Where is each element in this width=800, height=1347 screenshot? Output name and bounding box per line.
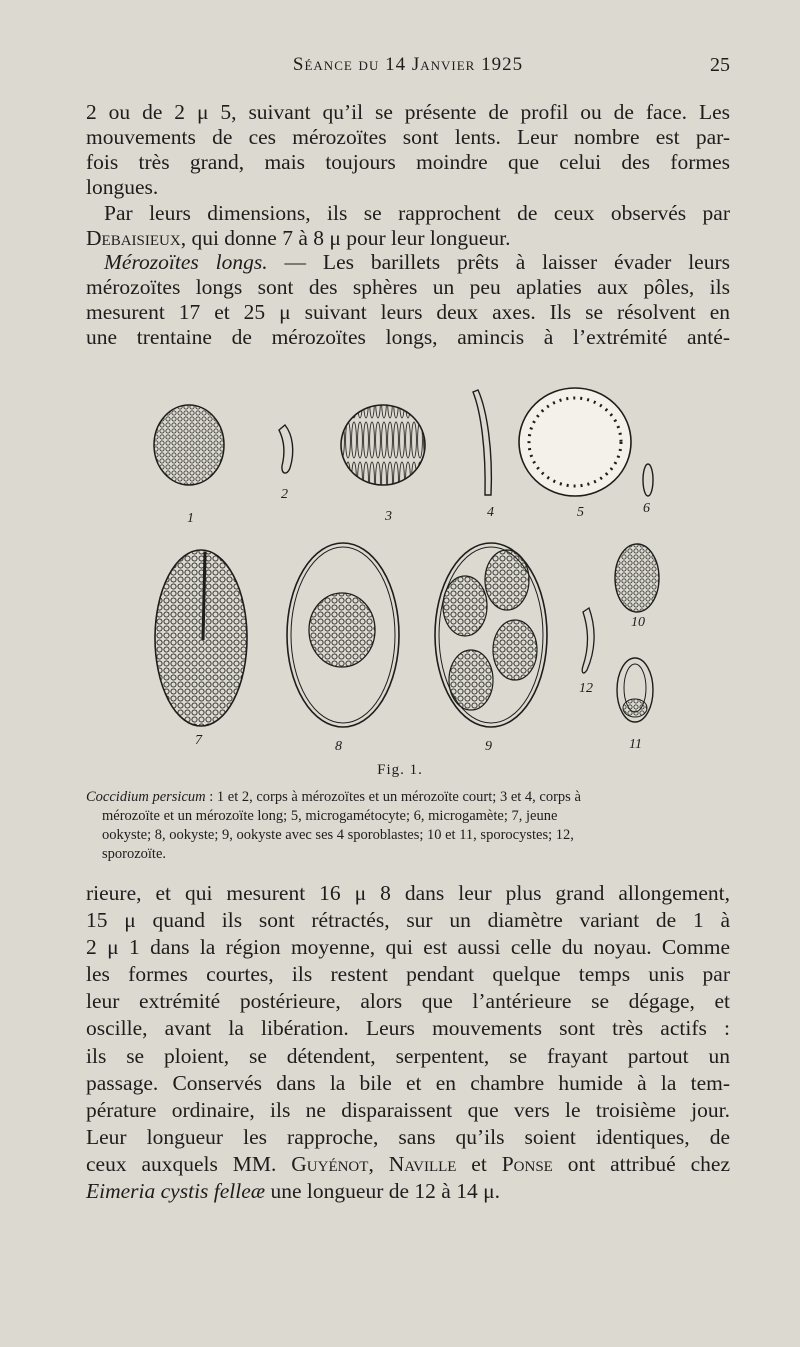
figure-caption: Fig. 1. bbox=[377, 762, 423, 778]
figure-legend bbox=[86, 788, 730, 864]
text-line: pérature ordinaire, ils ne disparaissent que vers le troisième jour. bbox=[86, 1097, 730, 1122]
species-name: Coccidium persicum bbox=[86, 789, 206, 805]
cell-8-oocyst bbox=[287, 543, 399, 727]
text-fragment: ceux auxquels MM. bbox=[86, 1151, 292, 1176]
author-name: Naville bbox=[388, 1151, 457, 1176]
author-name: Ponse bbox=[501, 1151, 553, 1176]
text-fragment: ont attribué chez bbox=[552, 1151, 730, 1176]
figure-label: 11 bbox=[629, 737, 642, 752]
legend-line: mérozoïte et un mérozoïte long; 5, microgamétocyte; 6, microgamète; 7, jeune bbox=[102, 808, 558, 824]
paragraph-long-merozoites bbox=[86, 250, 730, 350]
cell-4-long-merozoite bbox=[473, 390, 491, 495]
legend-line: sporozoïte. bbox=[102, 846, 167, 862]
text-line: 2 ou de 2 μ 5, suivant qu’il se présente de profil ou de face. Les bbox=[86, 100, 730, 124]
text-line: les formes courtes, ils restent pendant quelque temps unis par bbox=[86, 962, 730, 987]
running-header bbox=[86, 54, 730, 84]
text-line: Par leurs dimensions, ils se rapprochent de ceux observés par bbox=[104, 201, 730, 225]
figure-drawing bbox=[135, 380, 695, 765]
text-line bbox=[86, 250, 730, 275]
text-fragment: , bbox=[368, 1151, 389, 1176]
figure-label: 2 bbox=[281, 487, 288, 502]
header-title: Séance du 14 Janvier 1925 bbox=[292, 54, 524, 75]
cell-2-short-merozoite bbox=[279, 425, 293, 473]
text-line bbox=[86, 1151, 730, 1178]
text-line: mérozoïtes longs sont des sphères un peu aplaties aux pôles, ils bbox=[86, 275, 730, 299]
cell-10-sporocyst bbox=[615, 544, 659, 612]
text-line: oscille, avant la libération. Leurs mouvements sont très actifs : bbox=[86, 1016, 730, 1041]
text-line: leur extrémité postérieure, alors que l’antérieure se dégage, et bbox=[86, 989, 730, 1014]
text-fragment: — Les barillets prêts à laisser évader leurs bbox=[267, 250, 731, 274]
text-fragment: et bbox=[456, 1151, 502, 1176]
cell-9-oocyst-sporoblasts bbox=[435, 543, 547, 727]
legend-line: ookyste; 8, ookyste; 9, ookyste avec ses 4 sporoblastes; 10 et 11, sporocystes; 12, bbox=[102, 827, 574, 843]
figure-label: 4 bbox=[487, 505, 494, 520]
cell-3-barrel bbox=[341, 405, 425, 485]
paragraph-dimensions bbox=[86, 201, 730, 251]
page-number: 25 bbox=[710, 54, 730, 76]
text-line: rieure, et qui mesurent 16 μ 8 dans leur plus grand allongement, bbox=[86, 881, 730, 905]
text-line: fois très grand, mais toujours moindre que celui des formes bbox=[86, 150, 730, 174]
figure-label: 9 bbox=[485, 739, 492, 754]
section-heading: Mérozoïtes longs. bbox=[104, 250, 268, 274]
text-line: Leur longueur les rapproche, sans qu’ils soient identiques, de bbox=[86, 1124, 730, 1149]
paragraph-short-merozoites bbox=[86, 100, 730, 200]
text-line: passage. Conservés dans la bile et en chambre humide à la tem- bbox=[86, 1070, 730, 1095]
cell-6-microgamete bbox=[643, 464, 653, 496]
figure-label: 8 bbox=[335, 739, 342, 754]
text-line: ils se ploient, se détendent, serpentent, se frayant partout un bbox=[86, 1043, 730, 1068]
figure-label: 1 bbox=[187, 511, 194, 526]
text-line bbox=[86, 1178, 730, 1205]
text-line: mesurent 17 et 25 μ suivant leurs deux axes. Ils se résolvent en bbox=[86, 300, 730, 324]
text-line: longues. bbox=[86, 175, 159, 199]
species-name: Eimeria cystis felleæ bbox=[86, 1179, 266, 1204]
figure-label: 10 bbox=[631, 615, 645, 630]
figure-label: 7 bbox=[195, 733, 202, 748]
text-line bbox=[86, 226, 730, 251]
figure-label: 3 bbox=[385, 509, 392, 524]
text-line: 15 μ quand ils sont rétractés, sur un diamètre variant de 1 à bbox=[86, 908, 730, 933]
text-line: 2 μ 1 dans la région moyenne, qui est aussi celle du noyau. Comme bbox=[86, 935, 730, 960]
author-name: Debaisieux bbox=[86, 226, 181, 250]
figure-label: 12 bbox=[579, 681, 593, 696]
text-fragment: : 1 et 2, corps à mérozoïtes et un mérozoïte court; 3 et 4, corps à bbox=[205, 789, 581, 805]
figure-label: 6 bbox=[643, 501, 650, 516]
text-line: une trentaine de mérozoïtes longs, amincis à l’extrémité anté- bbox=[86, 325, 730, 349]
cell-7-young-oocyst bbox=[155, 550, 247, 726]
author-name: Guyénot bbox=[291, 1151, 369, 1176]
figure-label: 5 bbox=[577, 505, 584, 520]
paragraph-long-merozoites-continued bbox=[86, 880, 730, 1205]
cell-1-merozoite-body bbox=[154, 405, 224, 485]
legend-line bbox=[86, 788, 730, 807]
figure-illustration bbox=[135, 380, 695, 765]
cell-5-microgametocyte bbox=[519, 388, 631, 496]
text-fragment: , qui donne 7 à 8 μ pour leur longueur. bbox=[180, 226, 511, 250]
text-line: mouvements de ces mérozoïtes sont lents. Leur nombre est par- bbox=[86, 125, 730, 149]
cell-12-sporozoite bbox=[582, 608, 594, 673]
cell-11-sporocyst bbox=[617, 658, 653, 722]
text-fragment: une longueur de 12 à 14 μ. bbox=[265, 1179, 500, 1204]
